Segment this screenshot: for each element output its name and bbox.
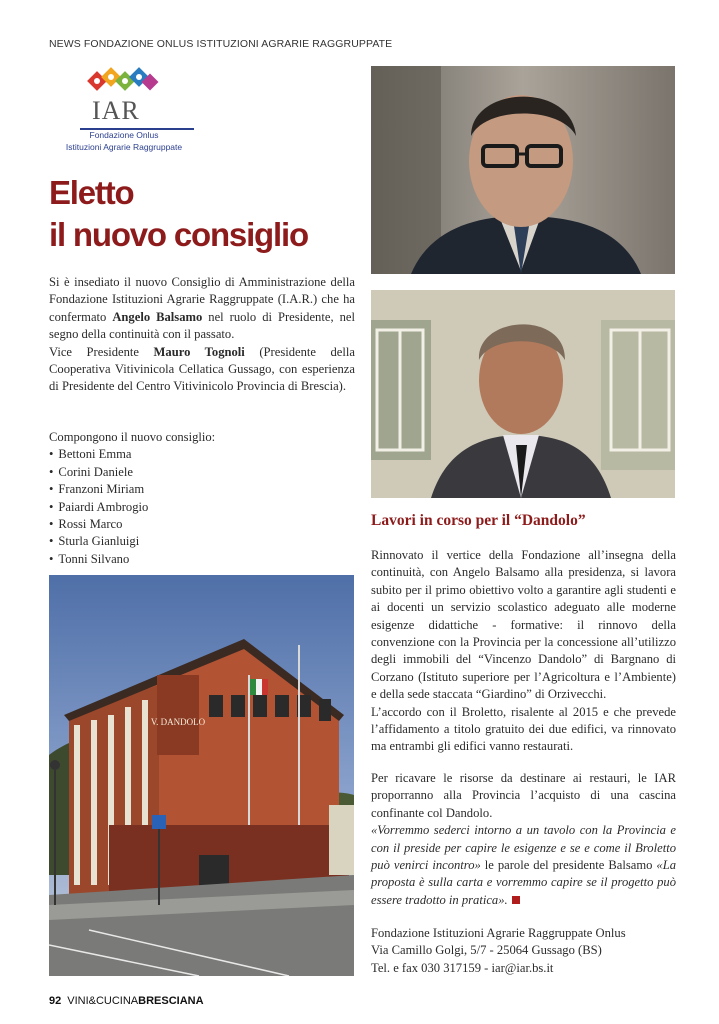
title-line-1: Eletto [49, 174, 134, 211]
contact-phone-email: Tel. e fax 030 317159 - iar@iar.bs.it [371, 960, 554, 975]
list-item: • Bettoni Emma [49, 446, 355, 463]
intro-text-span: nel ruolo di Presidente, nel segno della continuità con il passato. [49, 309, 355, 342]
intro-paragraph-2 [49, 344, 355, 396]
title-line-2: il nuovo consiglio [49, 216, 308, 253]
page-footer [49, 995, 204, 1007]
paragraph-renewal: Rinnovato il vertice della Fondazione all’insegna della continuità, con Angelo Balsamo alla presidenza, si lavora subito per il primo obiettivo volto a garantire agli studenti e ai docenti un servizio scolastico adeguato alle moderne esigenze didattiche - formative: il rinnovo della convenzione con la Provincia per la concessione all’utilizzo degli immobili del “Vincenzo Dandolo” di Bargnano di Corzano (Istituto superiore per l’Agricoltura e l’Ambiente) e della sede staccata “Giardino” di Orzivecchi. [371, 548, 676, 702]
quote-attribution: le parole del presidente Balsamo [480, 858, 657, 873]
quote-2: «La proposta è sulla carta e vorremmo capire se il progetto può essere tradotto in pratica». [371, 858, 676, 907]
logo-subtitle-1: Fondazione Onlus [89, 130, 159, 140]
photo-building [49, 575, 354, 976]
article-subheading: Lavori in corso per il “Dandolo” [371, 512, 586, 529]
page-number: 92 [49, 995, 62, 1007]
list-item: • Sturla Gianluigi [49, 533, 355, 550]
list-item: • Corini Daniele [49, 464, 355, 481]
contact-org: Fondazione Istituzioni Agrarie Raggruppate Onlus [371, 926, 626, 940]
paragraph-agreement: L’accordo con il Broletto, risalente al 2015 e che prevede l’affidamento a titolo gratuito dei due edifici, va rinnovato ma entrambi gli edifici vanno restaurati. [371, 704, 676, 754]
article-paragraph-2 [371, 770, 676, 909]
intro-paragraph-1 [49, 274, 355, 344]
running-header: NEWS FONDAZIONE ONLUS ISTITUZIONI AGRARIE RAGGRUPPATE [49, 38, 393, 50]
list-item: • Franzoni Miriam [49, 481, 355, 498]
photo-president [371, 66, 675, 274]
photo-vice-president [371, 290, 675, 498]
building-sign: V. DANDOLO [150, 717, 206, 727]
intro-text-span: Si è insediato il nuovo Consiglio di Amministrazione della Fondazione Istituzioni Agrarie Raggruppate (I.A.R.) che ha confermato [49, 275, 355, 324]
council-heading: Compongono il nuovo consiglio: [49, 430, 216, 444]
paragraph-quotes [371, 822, 676, 909]
list-item: • Rossi Marco [49, 516, 355, 533]
article-title [49, 172, 349, 256]
iar-logo [50, 66, 198, 156]
list-item: • Paiardi Ambrogio [49, 499, 355, 516]
magazine-name-2: BRESCIANA [138, 995, 204, 1007]
article-paragraph-1 [371, 547, 676, 756]
intro-text-span: (Presidente della Cooperativa Vitivinicola Cellatica Gussago, con esperienza di Presidente del Centro Vitivinicolo Provincia di Brescia). [49, 344, 355, 394]
vice-president-name: Mauro Tognoli [153, 344, 245, 359]
quote-1: «Vorremmo sederci intorno a un tavolo con la Provincia e con il preside per capire le esigenze e se e come il Broletto può venirci incontro» [371, 823, 676, 873]
council-members [49, 446, 355, 568]
logo-subtitle-2: Istituzioni Agrarie Raggruppate [65, 142, 183, 152]
council-list [49, 429, 355, 568]
paragraph-resources: Per ricavare le risorse da destinare ai restauri, le IAR proporranno alla Provincia l’acquisto di una cascina confinante col Dandolo. [371, 771, 676, 820]
intro-text-span: Vice Presidente [49, 344, 154, 359]
end-mark-icon [512, 896, 520, 904]
list-item: • Tonni Silvano [49, 551, 355, 568]
contact-block [371, 925, 676, 977]
contact-address: Via Camillo Golgi, 5/7 - 25064 Gussago (BS) [371, 943, 602, 958]
intro-text [49, 274, 355, 396]
magazine-name-1: VINI&CUCINA [67, 995, 139, 1007]
president-name: Angelo Balsamo [112, 309, 203, 324]
logo-wordmark: IAR [92, 96, 140, 125]
